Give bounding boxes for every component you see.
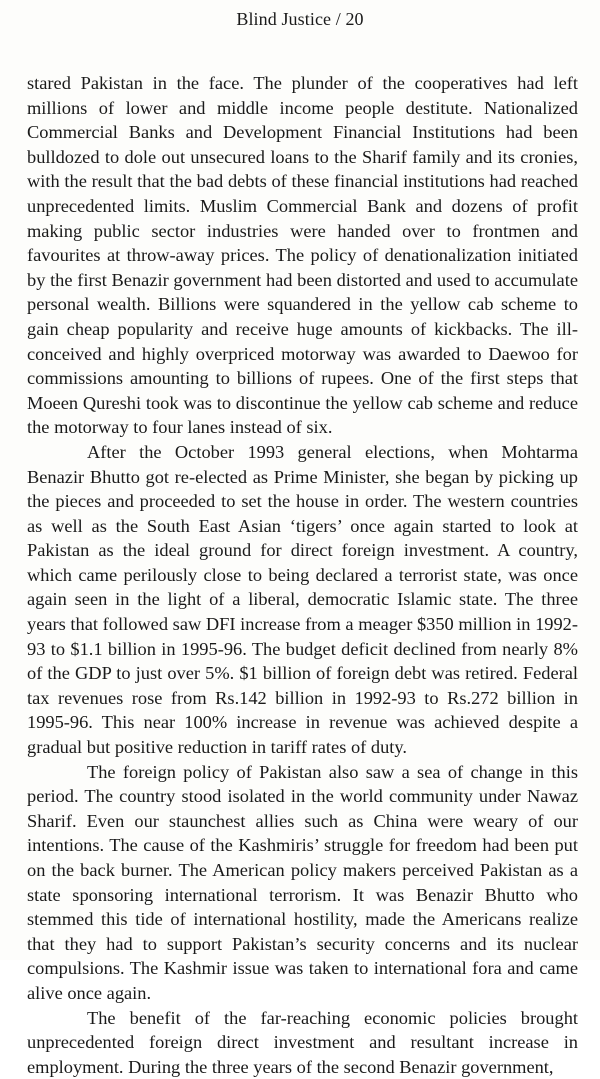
paragraph-economic-benefit: The benefit of the far-reaching economic policies brought unprecedented foreign direct investment and resultant increase in employment. During the three years of the second Benazir government, <box>27 1007 578 1077</box>
paragraph-elections: After the October 1993 general elections, when Mohtarma Benazir Bhutto got re-elected as Prime Minister, she began by picking up the pieces and proceeded to set the house in order. The western countries as well as the South East Asian ‘tigers’ once again started to look at Pakistan as the ideal ground for direct foreign investment. A country, which came perilously close to being declared a terrorist state, was once again seen in the light of a liberal, democratic Islamic state. The three years that followed saw DFI increase from a meager $350 million in 1992-93 to $1.1 billion in 1995-96. The budget deficit declined from nearly 8% of the GDP to just over 5%. $1 billion of foreign debt was retired. Federal tax revenues rose from Rs.142 billion in 1992-93 to Rs.272 billion in 1995-96. This near 100% increase in revenue was achieved despite a gradual but positive reduction in tariff rates of duty. <box>27 441 578 758</box>
paragraph-continued: stared Pakistan in the face. The plunder of the cooperatives had left millions of lower and middle income people destitute. Nationalized Commercial Banks and Development Financial Institutions had been bulldozed to dole out unsecured loans to the Sharif family and its cronies, with the result that the bad debts of these financial institutions had reached unprecedented limits. Muslim Commercial Bank and dozens of profit making public sector industries were handed over to frontmen and favourites at throw-away prices. The policy of denationalization initiated by the first Benazir government had been distorted and used to accumulate personal wealth. Billions were squandered in the yellow cab scheme to gain cheap popularity and receive huge amounts of kickbacks. The ill-conceived and highly overpriced motorway was awarded to Daewoo for commissions amounting to billions of rupees. One of the first steps that Moeen Qureshi took was to discontinue the yellow cab scheme and reduce the motorway to four lanes instead of six. <box>27 73 578 438</box>
paragraph-foreign-policy: The foreign policy of Pakistan also saw a sea of change in this period. The country stood isolated in the world community under Nawaz Sharif. Even our staunchest allies such as China were weary of our intentions. The cause of the Kashmiris’ struggle for freedom had been put on the back burner. The American policy makers perceived Pakistan as a state sponsoring international terrorism. It was Benazir Bhutto who stemmed this tide of international hostility, made the Americans realize that they had to support Pakistan’s security concerns and its nuclear compulsions. The Kashmir issue was taken to international fora and came alive once again. <box>27 761 578 1003</box>
running-header: Blind Justice / 20 <box>236 9 364 29</box>
body-text <box>27 71 578 1079</box>
